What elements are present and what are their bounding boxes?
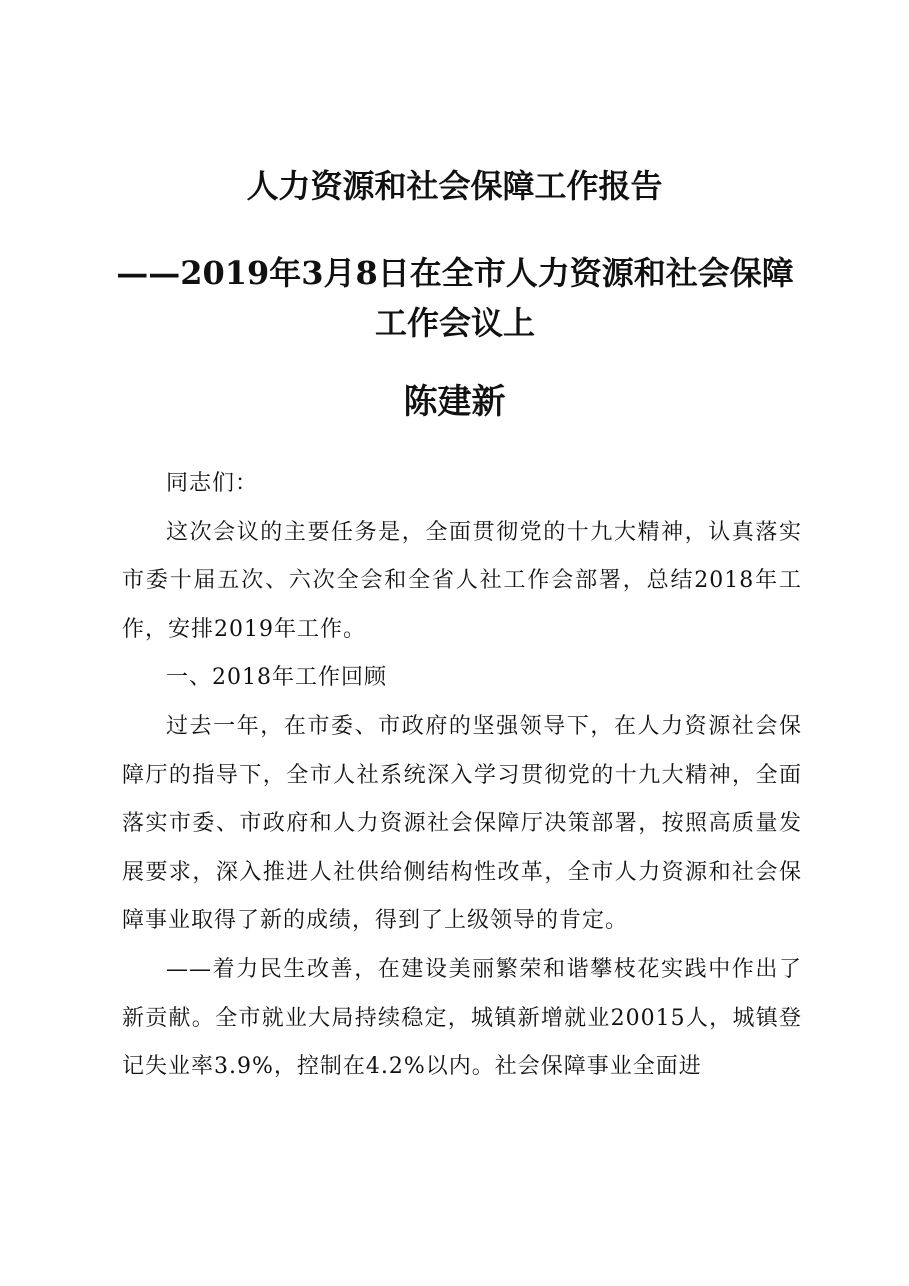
document-author: 陈建新 <box>403 382 506 422</box>
paragraph-livelihood: ——着力民生改善，在建设美丽繁荣和谐攀枝花实践中作出了新贡献。全市就业大局持续稳定，城镇新增就业20015人，城镇登记失业率3.9%，控制在4.2%以内。社会保障事业全面进 <box>122 956 802 1080</box>
section-heading-review: 一、2018年工作回顾 <box>166 665 387 691</box>
paragraph-overview: 过去一年，在市委、市政府的坚强领导下，在人力资源社会保障厅的指导下，全市人社系统深入学习贯彻党的十九大精神，全面落实市委、市政府和人力资源社会保障厅决策部署，按照高质量发展要求，深入推进人社供给侧结构性改革，全市人力资源和社会保障事业取得了新的成绩，得到了上级领导的肯定。 <box>122 713 802 934</box>
document-title: 人力资源和社会保障工作报告 <box>246 167 663 205</box>
paragraph-meeting-task: 这次会议的主要任务是，全面贯彻党的十九大精神，认真落实市委十届五次、六次全会和全省人社工作会部署，总结2018年工作，安排2019年工作。 <box>122 519 802 642</box>
paragraph-greeting: 同志们： <box>166 471 259 496</box>
document-body <box>122 460 802 1092</box>
document-subtitle: ——2019年3月8日在全市人力资源和社会保障工作会议上 <box>116 254 794 342</box>
